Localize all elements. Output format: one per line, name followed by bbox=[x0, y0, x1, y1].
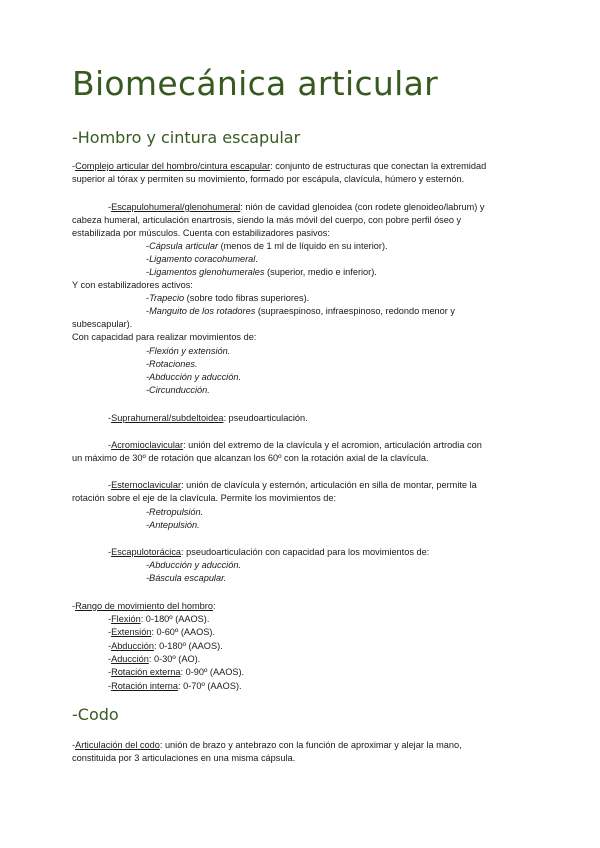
list-item-movimiento: -Circunducción. bbox=[146, 385, 210, 395]
paragraph-line: constituida por 3 articulaciones en una misma cápsula. bbox=[72, 753, 296, 763]
paragraph-escapulotoracica: -Escapulotorácica: pseudoarticulación con capacidad para los movimientos de: bbox=[108, 547, 430, 557]
term-suprahumeral: Suprahumeral/subdeltoidea bbox=[111, 413, 224, 423]
paragraph-articulacion-codo: -Articulación del codo: unión de brazo y antebrazo con la función de aproximar y alejar la mano, bbox=[72, 740, 462, 750]
paragraph-line: un máximo de 30º de rotación que alcanzan los 60º con la rotación axial de la clavícula. bbox=[72, 453, 429, 463]
list-item-rango: -Rotación interna: 0-70º (AAOS). bbox=[108, 681, 242, 691]
paragraph-esternoclavicular: -Esternoclavicular: unión de clavícula y esternón, articulación en silla de montar, permite la bbox=[108, 480, 477, 490]
list-item-activo: -Trapecio (sobre todo fibras superiores). bbox=[146, 293, 310, 303]
list-item-pasivo: -Cápsula articular (menos de 1 ml de líquido en su interior). bbox=[146, 241, 388, 251]
list-item-movimiento: -Antepulsión. bbox=[146, 520, 200, 530]
list-item-rango: -Flexión: 0-180º (AAOS). bbox=[108, 614, 210, 624]
term-acromioclavicular: Acromioclavicular bbox=[111, 440, 184, 450]
term-articulacion-codo: Articulación del codo bbox=[75, 740, 160, 750]
list-item-pasivo: -Ligamento coracohumeral. bbox=[146, 254, 258, 264]
paragraph-acromioclavicular: -Acromioclavicular: unión del extremo de la clavícula y el acromion, articulación artrodia con bbox=[108, 440, 482, 450]
paragraph-line: subescapular). bbox=[72, 319, 133, 329]
paragraph-line: cabeza humeral, articulación enartrosis, siendo la más móvil del cuerpo, con pobre perfil óseo y bbox=[72, 215, 462, 225]
list-item-rango: -Abducción: 0-180º (AAOS). bbox=[108, 641, 223, 651]
paragraph-complejo-articular: -Complejo articular del hombro/cintura escapular: conjunto de estructuras que conectan la extremidad bbox=[72, 161, 487, 171]
list-item-rango: -Aducción: 0-30º (AO). bbox=[108, 654, 201, 664]
paragraph-line: rotación sobre el eje de la clavícula. Permite los movimientos de: bbox=[72, 493, 337, 503]
section-heading-hombro: -Hombro y cintura escapular bbox=[72, 128, 301, 147]
list-item-movimiento: -Báscula escapular. bbox=[146, 573, 227, 583]
page-title: Biomecánica articular bbox=[72, 64, 438, 103]
list-item-rango: -Extensión: 0-60º (AAOS). bbox=[108, 627, 216, 637]
paragraph-line: Con capacidad para realizar movimientos de: bbox=[72, 332, 257, 342]
list-item-movimiento: -Abducción y aducción. bbox=[146, 372, 241, 382]
term-glenohumeral: Escapulohumeral/glenohumeral bbox=[111, 202, 241, 212]
list-item-movimiento: -Abducción y aducción. bbox=[146, 560, 241, 570]
paragraph-line: Y con estabilizadores activos: bbox=[72, 280, 193, 290]
section-heading-codo: -Codo bbox=[72, 705, 119, 724]
list-item-activo: -Manguito de los rotadores (supraespinoso, infraespinoso, redondo menor y bbox=[146, 306, 455, 316]
list-item-rango: -Rotación externa: 0-90º (AAOS). bbox=[108, 667, 245, 677]
list-item-movimiento: -Rotaciones. bbox=[146, 359, 198, 369]
term-rango-movimiento: Rango de movimiento del hombro bbox=[75, 601, 213, 611]
paragraph-suprahumeral: -Suprahumeral/subdeltoidea: pseudoarticulación. bbox=[108, 413, 308, 423]
paragraph-line: superior al tórax y permiten su movimiento, formado por escápula, clavícula, húmero y esternón. bbox=[72, 174, 465, 184]
term-esternoclavicular: Esternoclavicular bbox=[111, 480, 182, 490]
list-item-pasivo: -Ligamentos glenohumerales (superior, medio e inferior). bbox=[146, 267, 377, 277]
list-item-movimiento: -Flexión y extensión. bbox=[146, 346, 231, 356]
paragraph-line: estabilizada por músculos. Cuenta con estabilizadores pasivos: bbox=[72, 228, 330, 238]
term-complejo-articular: Complejo articular del hombro/cintura escapular bbox=[75, 161, 271, 171]
list-item-movimiento: -Retropulsión. bbox=[146, 507, 204, 517]
term-escapulotoracica: Escapulotorácica bbox=[111, 547, 182, 557]
paragraph-glenohumeral: -Escapulohumeral/glenohumeral: nión de cavidad glenoidea (con rodete glenoideo/labrum) y bbox=[108, 202, 485, 212]
paragraph-rango-movimiento: -Rango de movimiento del hombro: bbox=[72, 601, 216, 611]
